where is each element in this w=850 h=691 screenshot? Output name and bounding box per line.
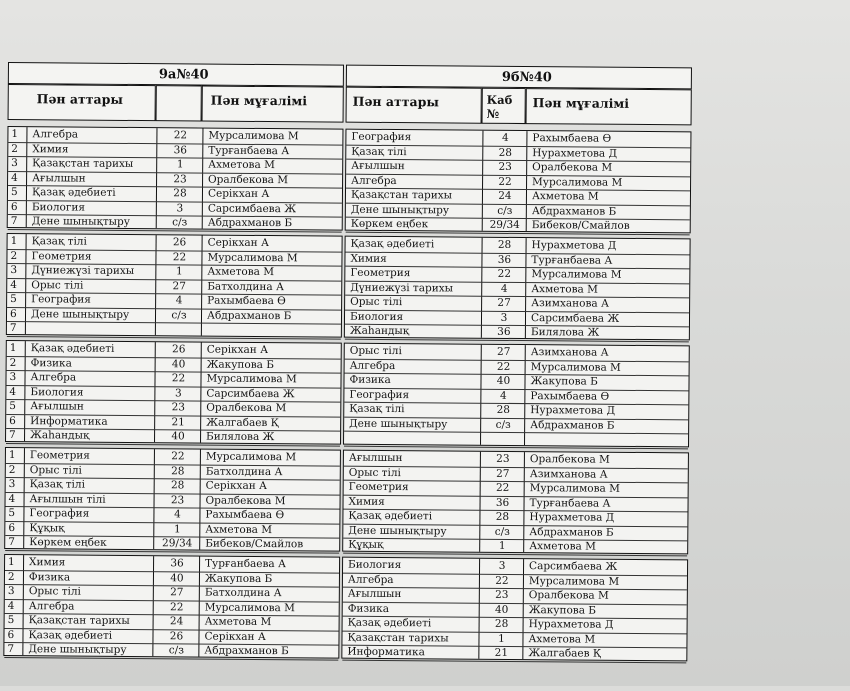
teacher-cell: Турғанбаева А [208, 144, 342, 157]
lesson-number: 2 [9, 464, 23, 476]
cabinet-cell: 28 [481, 511, 523, 523]
subject-cell: Дене шынықтыру [32, 216, 154, 229]
cabinet-cell: 3 [158, 202, 202, 214]
lesson-number: 3 [8, 585, 22, 597]
subject-cell: Қазақ әдебиеті [31, 342, 153, 355]
cabinet-cell: 3 [156, 387, 200, 399]
lesson-number: 4 [8, 600, 22, 612]
cabinet-cell: 40 [155, 572, 199, 584]
cabinet-cell: 4 [157, 294, 201, 306]
subject-cell: Алгебра [348, 573, 478, 586]
cabinet-cell: 26 [154, 630, 198, 642]
teacher-cell: Ахметова М [532, 190, 690, 203]
teacher-cell [207, 324, 341, 325]
cabinet-cell: 27 [482, 467, 524, 479]
teacher-cell: Бибеков/Смайлов [532, 220, 690, 233]
subject-cell: Физика [348, 602, 478, 615]
table-row [8, 214, 342, 232]
teacher-cell: Оралбекова М [532, 161, 690, 174]
teacher-cell: Ахметова М [531, 283, 689, 296]
subject-header-a: Пән аттары [37, 91, 123, 107]
teacher-cell: Батхолдина А [206, 465, 340, 478]
subject-cell: Алгебра [29, 600, 151, 613]
teacher-header-a: Пән мұғалімі [211, 93, 307, 109]
table-row [344, 431, 688, 449]
subject-cell: Қазақ әдебиеті [348, 617, 478, 630]
subject-cell: Алгебра [30, 371, 152, 384]
cabinet-cell: 29/34 [484, 219, 526, 231]
cabinet-cell: 40 [157, 358, 201, 370]
lesson-number: 7 [9, 429, 23, 441]
teacher-cell: Сарсимбаева Ж [531, 312, 689, 325]
teacher-cell: Оралбекова М [530, 453, 688, 466]
subject-cell: Қазақ тілі [349, 403, 479, 416]
lesson-number: 6 [8, 522, 22, 534]
cabinet-cell: 1 [480, 633, 522, 645]
teacher-cell: Турғанбаева А [530, 497, 688, 510]
cabinet-cell: 23 [156, 401, 200, 413]
teacher-cell: Серікхан А [204, 630, 338, 643]
subject-cell: Дене шынықтыру [31, 308, 153, 321]
cabinet-cell: с/з [484, 205, 526, 217]
table-row [4, 642, 338, 660]
subject-cell: Жаһандық [30, 430, 152, 443]
teacher-cell: Азимханова А [531, 297, 689, 310]
teacher-cell: Абдрахманов Б [532, 205, 690, 218]
class-a-title: 9а№40 [159, 67, 209, 82]
cabinet-cell: 24 [155, 615, 199, 627]
teacher-cell: Жакупова Б [529, 604, 687, 617]
lesson-number: 5 [8, 614, 22, 626]
cabinet-cell: 40 [481, 603, 523, 615]
teacher-cell: Рахымбаева Ө [205, 509, 339, 522]
cabinet-cell: 3 [481, 560, 523, 572]
cabinet-cell: 26 [157, 343, 201, 355]
subject-cell: Қазақстан тарихы [347, 632, 477, 645]
subject-cell: Информатика [30, 415, 152, 428]
cabinet-cell: 28 [156, 479, 200, 491]
cabinet-cell: 23 [484, 161, 526, 173]
cabinet-cell: 23 [158, 173, 202, 185]
teacher-cell: Рахымбаева Ө [207, 295, 341, 308]
cabinet-cell: 36 [483, 253, 525, 265]
day-block-b [342, 450, 689, 555]
subject-header-b-box [346, 87, 482, 124]
teacher-cell: Ахметова М [529, 541, 687, 554]
subject-cell [349, 432, 479, 433]
cabinet-cell: 23 [481, 589, 523, 601]
subject-cell: Орыс тілі [30, 464, 152, 477]
lesson-number: 4 [9, 386, 23, 398]
teacher-cell [530, 434, 688, 435]
cabinet-cell: 24 [484, 190, 526, 202]
lesson-number: 5 [10, 293, 24, 305]
cabinet-cell: 22 [157, 251, 201, 263]
cabinet-cell: 28 [482, 404, 524, 416]
teacher-cell: Мурсалимова М [206, 373, 340, 386]
teacher-cell: Ахметова М [528, 633, 686, 646]
cabinet-cell: 1 [158, 158, 202, 170]
teacher-cell: Ахметова М [208, 159, 342, 172]
lesson-number: 4 [11, 172, 25, 184]
teacher-header-a-box [202, 86, 344, 123]
cabinet-cell: с/з [158, 217, 202, 229]
subject-cell: Химия [32, 143, 154, 156]
teacher-cell: Серікхан А [208, 237, 342, 250]
cabinet-cell: 22 [156, 372, 200, 384]
class-b-title-box [346, 65, 692, 90]
day-block-b [345, 129, 692, 234]
teacher-cell: Батхолдина А [207, 280, 341, 293]
teacher-cell: Рахымбаева Ө [530, 390, 688, 403]
subject-cell: Биология [350, 311, 480, 324]
subject-cell: География [31, 293, 153, 306]
teacher-cell: Нурахметова Д [529, 618, 687, 631]
cabinet-cell: 26 [158, 236, 202, 248]
subject-cell: Орыс тілі [31, 279, 153, 292]
lesson-number: 4 [9, 493, 23, 505]
cabinet-cell: 1 [155, 523, 199, 535]
teacher-cell: Мурсалимова М [205, 601, 339, 614]
cabinet-cell: 27 [483, 346, 525, 358]
cabinet-cell: 22 [483, 268, 525, 280]
lesson-number: 5 [11, 186, 25, 198]
cabinet-cell: 36 [483, 326, 525, 338]
subject-cell: Химия [349, 495, 479, 508]
teacher-cell: Жакупова Б [205, 572, 339, 585]
timetable-sheet [3, 62, 694, 691]
teacher-cell: Рахымбаева Ө [532, 132, 690, 145]
cabinet-cell: 4 [484, 132, 526, 144]
teacher-cell: Оралбекова М [208, 173, 342, 186]
subject-header-b: Пән аттары [353, 94, 439, 110]
cabinet-cell: 23 [482, 453, 524, 465]
cabinet-cell: 21 [156, 416, 200, 428]
teacher-cell: Сарсимбаева Ж [529, 560, 687, 573]
subject-cell: Дене шынықтыру [348, 525, 478, 538]
subject-cell: Геометрия [349, 481, 479, 494]
teacher-cell: Абдрахманов Б [529, 526, 687, 539]
lesson-number: 1 [10, 342, 24, 354]
subject-cell: География [351, 131, 481, 144]
cabinet-cell: 27 [155, 586, 199, 598]
teacher-cell: Мурсалимова М [530, 482, 688, 495]
subject-cell: Орыс тілі [350, 296, 480, 309]
day-block-a [3, 554, 340, 659]
subject-cell: Қазақ тілі [30, 478, 152, 491]
teacher-cell: Серікхан А [207, 344, 341, 357]
cabinet-cell: 22 [481, 574, 523, 586]
subject-cell: География [349, 388, 479, 401]
lesson-number: 7 [11, 215, 25, 227]
subject-cell: Көркем еңбек [351, 218, 481, 231]
cabinet-cell: 1 [157, 265, 201, 277]
subject-cell: Биология [30, 386, 152, 399]
subject-cell: Қазақстан тарихы [29, 614, 151, 627]
cabinet-cell: с/з [157, 309, 201, 321]
lesson-number: 1 [9, 449, 23, 461]
cabinet-cell: 28 [484, 146, 526, 158]
lesson-number: 2 [10, 250, 24, 262]
teacher-cell: Нурахметова Д [529, 511, 687, 524]
teacher-cell: Билялова Ж [206, 431, 340, 444]
subject-cell: Қазақ тілі [32, 235, 154, 248]
teacher-header-b-box [526, 88, 692, 125]
table-row [345, 324, 689, 342]
cabinet-cell: 27 [483, 297, 525, 309]
teacher-cell: Нурахметова Д [532, 239, 690, 252]
teacher-cell: Нурахметова Д [532, 147, 690, 160]
teacher-cell: Турғанбаева А [531, 254, 689, 267]
teacher-cell: Абдрахманов Б [207, 309, 341, 322]
subject-cell: Көркем еңбек [29, 537, 151, 550]
subject-cell: Алгебра [351, 174, 481, 187]
subject-cell: География [29, 507, 151, 520]
lesson-number: 5 [9, 400, 23, 412]
cabinet-cell: с/з [154, 645, 198, 657]
day-block-b [341, 557, 688, 662]
subject-cell: Қазақстан тарихы [351, 189, 481, 202]
cabinet-cell: 22 [483, 360, 525, 372]
teacher-cell: Бибеков/Смайлов [205, 538, 339, 551]
table-row [342, 645, 686, 663]
lesson-number: 6 [10, 308, 24, 320]
subject-cell: Информатика [347, 646, 477, 659]
cabinet-header-b-box [482, 88, 526, 124]
subject-cell: Дүниежүзі тарихы [31, 264, 153, 277]
table-row [343, 538, 687, 556]
day-block-a [5, 340, 342, 445]
subject-cell: Дене шынықтыру [28, 644, 150, 657]
teacher-cell: Абдрахманов Б [530, 419, 688, 432]
subject-cell: Дүниежүзі тарихы [350, 281, 480, 294]
teacher-cell: Оралбекова М [206, 402, 340, 415]
cabinet-cell: 22 [158, 129, 202, 141]
lesson-number: 7 [8, 536, 22, 548]
lesson-number: 1 [8, 556, 22, 568]
subject-cell: Қазақ әдебиеті [28, 629, 150, 642]
teacher-cell: Мурсалимова М [531, 268, 689, 281]
cabinet-cell: с/з [482, 419, 524, 431]
teacher-cell: Сарсимбаева Ж [206, 387, 340, 400]
subject-cell: Геометрия [31, 250, 153, 263]
subject-cell: Қазақ әдебиеті [32, 186, 154, 199]
lesson-number: 3 [10, 264, 24, 276]
cabinet-cell: 28 [158, 187, 202, 199]
subject-header-a-box [8, 84, 156, 121]
teacher-cell: Серікхан А [206, 480, 340, 493]
teacher-cell: Оралбекова М [529, 589, 687, 602]
teacher-cell: Абдрахманов Б [204, 645, 338, 658]
lesson-number: 1 [11, 128, 25, 140]
cabinet-cell: 28 [156, 465, 200, 477]
teacher-cell: Ахметова М [205, 616, 339, 629]
table-row [5, 535, 339, 553]
cabinet-cell: 22 [484, 175, 526, 187]
subject-cell: Орыс тілі [29, 585, 151, 598]
subject-cell: Қазақстан тарихы [32, 157, 154, 170]
cabinet-cell: 36 [155, 557, 199, 569]
cabinet-cell: 22 [156, 450, 200, 462]
lesson-number: 3 [9, 371, 23, 383]
lesson-number: 7 [10, 322, 24, 334]
day-block-a [4, 447, 341, 552]
cabinet-cell: 36 [158, 144, 202, 156]
subject-cell: Қазақ әдебиеті [351, 238, 481, 251]
lesson-number: 2 [8, 571, 22, 583]
lesson-number: 7 [7, 643, 21, 655]
teacher-cell: Турғанбаева А [205, 558, 339, 571]
cabinet-cell: 29/34 [155, 538, 199, 550]
teacher-cell: Мурсалимова М [208, 130, 342, 143]
subject-cell: Биология [32, 201, 154, 214]
teacher-cell: Нурахметова Д [530, 404, 688, 417]
subject-cell: Ағылшын тілі [30, 493, 152, 506]
teacher-cell: Мурсалимова М [207, 251, 341, 264]
cabinet-cell: 3 [483, 312, 525, 324]
day-block-b [344, 236, 691, 341]
subject-cell: Геометрия [30, 449, 152, 462]
teacher-cell: Мурсалимова М [529, 575, 687, 588]
teacher-cell: Мурсалимова М [532, 176, 690, 189]
lesson-number: 1 [11, 235, 25, 247]
teacher-cell: Жакупова Б [207, 358, 341, 371]
cabinet-cell: 1 [481, 540, 523, 552]
cabinet-cell: 4 [155, 508, 199, 520]
teacher-cell: Жалгабаев Қ [206, 416, 340, 429]
teacher-cell: Жалгабаев Қ [528, 648, 686, 661]
class-a-title-box [8, 62, 344, 87]
teacher-cell: Абдрахманов Б [208, 217, 342, 230]
cabinet-header-b: Каб № [487, 93, 521, 121]
teacher-cell: Батхолдина А [205, 587, 339, 600]
cabinet-cell: 28 [484, 239, 526, 251]
cabinet-cell: 21 [480, 647, 522, 659]
lesson-number: 6 [9, 415, 23, 427]
day-block-b [343, 343, 690, 448]
subject-cell: Геометрия [350, 267, 480, 280]
subject-cell: Жаһандық [350, 325, 480, 338]
teacher-cell: Мурсалимова М [531, 361, 689, 374]
cabinet-cell: 4 [482, 389, 524, 401]
subject-cell: Ағылшын [30, 400, 152, 413]
subject-cell: Биология [348, 559, 478, 572]
lesson-number: 3 [11, 157, 25, 169]
teacher-cell: Серікхан А [208, 188, 342, 201]
subject-cell: Қазақ әдебиеті [348, 510, 478, 523]
subject-cell: Алгебра [350, 359, 480, 372]
cabinet-cell: 36 [482, 496, 524, 508]
teacher-header-b: Пән мұғалімі [533, 95, 629, 111]
cabinet-cell: 22 [155, 601, 199, 613]
teacher-cell: Мурсалимова М [206, 451, 340, 464]
subject-cell: Ағылшын [348, 588, 478, 601]
cabinet-cell: 4 [483, 282, 525, 294]
day-block-a [6, 233, 343, 338]
subject-cell: Ағылшын [32, 172, 154, 185]
subject-cell: Дене шынықтыру [349, 418, 479, 431]
teacher-cell: Билялова Ж [531, 327, 689, 340]
subject-cell: Құқық [348, 539, 478, 552]
subject-cell: Алгебра [32, 128, 154, 141]
table-row [6, 428, 340, 446]
cabinet-cell: 27 [157, 280, 201, 292]
teacher-cell: Ахметова М [205, 523, 339, 536]
teacher-cell: Азимханова А [531, 346, 689, 359]
lesson-number: 2 [11, 143, 25, 155]
teacher-cell: Ахметова М [207, 266, 341, 279]
subject-cell: Құқық [29, 522, 151, 535]
subject-cell: Физика [349, 374, 479, 387]
subject-cell: Физика [29, 571, 151, 584]
cabinet-cell: 40 [482, 375, 524, 387]
teacher-cell: Оралбекова М [206, 494, 340, 507]
cabinet-cell: 22 [482, 482, 524, 494]
lesson-number: 4 [10, 279, 24, 291]
subject-cell [31, 323, 153, 324]
lesson-number: 2 [10, 357, 24, 369]
teacher-cell: Сарсимбаева Ж [208, 202, 342, 215]
lesson-number: 6 [11, 201, 25, 213]
cabinet-cell: 28 [481, 618, 523, 630]
table-row [346, 217, 690, 235]
table-row [7, 321, 341, 339]
lesson-number: 6 [7, 629, 21, 641]
day-block-a [7, 126, 344, 231]
subject-cell: Дене шынықтыру [351, 204, 481, 217]
class-b-title: 9б№40 [502, 70, 552, 85]
cabinet-cell: 23 [156, 494, 200, 506]
lesson-number: 5 [8, 507, 22, 519]
subject-cell: Орыс тілі [349, 466, 479, 479]
subject-cell: Физика [31, 357, 153, 370]
lesson-number: 3 [9, 478, 23, 490]
subject-cell: Химия [29, 556, 151, 569]
cabinet-cell: 40 [156, 431, 200, 443]
teacher-cell: Азимханова А [530, 468, 688, 481]
teacher-cell: Жакупова Б [530, 375, 688, 388]
subject-cell: Ағылшын [351, 160, 481, 173]
subject-cell: Химия [350, 252, 480, 265]
subject-cell: Қазақ тілі [351, 145, 481, 158]
cabinet-cell: с/з [481, 526, 523, 538]
subject-cell: Ағылшын [349, 452, 479, 465]
cabinet-header-a-box [156, 85, 202, 121]
subject-cell: Орыс тілі [350, 345, 480, 358]
